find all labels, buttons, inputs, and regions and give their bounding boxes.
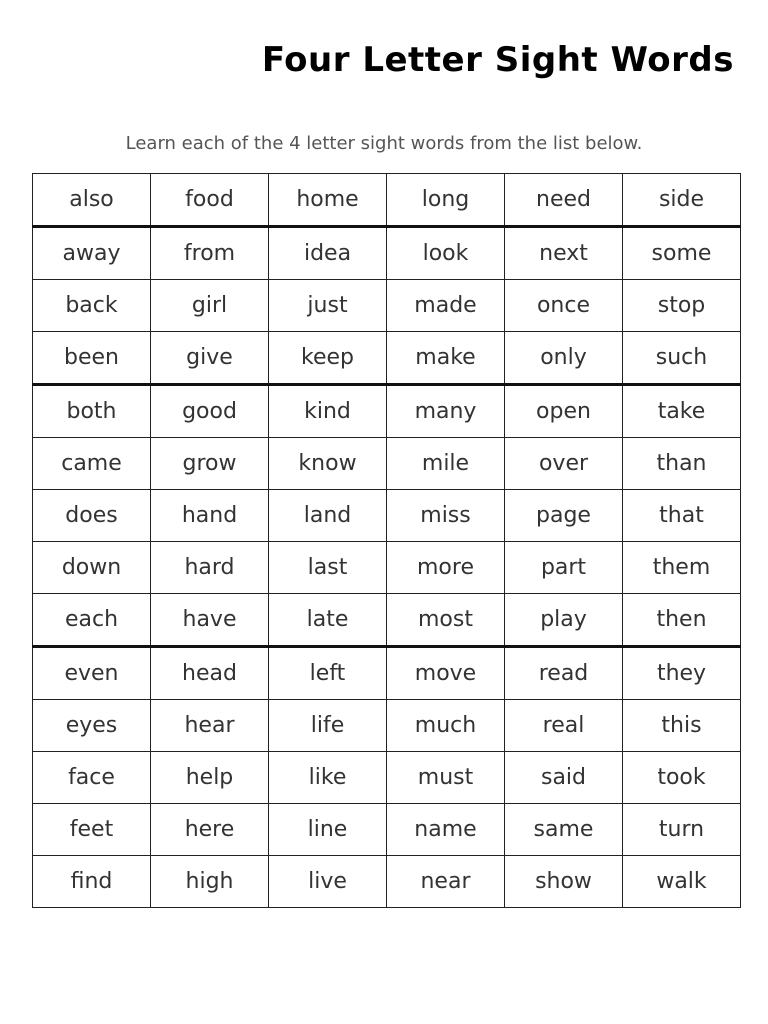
word-cell: than: [623, 438, 741, 490]
word-cell: more: [387, 542, 505, 594]
word-cell: this: [623, 700, 741, 752]
word-cell: name: [387, 804, 505, 856]
word-cell: grow: [151, 438, 269, 490]
word-cell: have: [151, 594, 269, 647]
word-cell: only: [505, 332, 623, 385]
word-cell: play: [505, 594, 623, 647]
word-cell: walk: [623, 856, 741, 908]
word-cell: most: [387, 594, 505, 647]
word-cell: head: [151, 647, 269, 700]
word-cell: look: [387, 227, 505, 280]
word-cell: face: [33, 752, 151, 804]
table-row: [33, 804, 741, 856]
word-cell: home: [269, 174, 387, 227]
word-cell: said: [505, 752, 623, 804]
table-row: [33, 542, 741, 594]
table-row: [33, 700, 741, 752]
word-cell: came: [33, 438, 151, 490]
word-cell: make: [387, 332, 505, 385]
word-cell: down: [33, 542, 151, 594]
word-cell: need: [505, 174, 623, 227]
word-cell: keep: [269, 332, 387, 385]
word-cell: hard: [151, 542, 269, 594]
word-cell: even: [33, 647, 151, 700]
word-cell: then: [623, 594, 741, 647]
word-cell: side: [623, 174, 741, 227]
word-cell: land: [269, 490, 387, 542]
word-cell: also: [33, 174, 151, 227]
word-cell: line: [269, 804, 387, 856]
word-cell: them: [623, 542, 741, 594]
word-cell: last: [269, 542, 387, 594]
word-cell: stop: [623, 280, 741, 332]
word-cell: same: [505, 804, 623, 856]
word-cell: idea: [269, 227, 387, 280]
word-cell: near: [387, 856, 505, 908]
word-cell: hand: [151, 490, 269, 542]
word-cell: each: [33, 594, 151, 647]
word-cell: open: [505, 385, 623, 438]
word-cell: many: [387, 385, 505, 438]
word-cell: mile: [387, 438, 505, 490]
word-cell: eyes: [33, 700, 151, 752]
word-cell: both: [33, 385, 151, 438]
word-cell: give: [151, 332, 269, 385]
word-cell: some: [623, 227, 741, 280]
word-cell: show: [505, 856, 623, 908]
word-cell: miss: [387, 490, 505, 542]
word-cell: read: [505, 647, 623, 700]
word-cell: such: [623, 332, 741, 385]
table-row: [33, 280, 741, 332]
table-row: [33, 385, 741, 438]
word-cell: late: [269, 594, 387, 647]
table-row: [33, 752, 741, 804]
word-cell: help: [151, 752, 269, 804]
table-row: [33, 174, 741, 227]
word-cell: made: [387, 280, 505, 332]
word-cell: kind: [269, 385, 387, 438]
word-cell: feet: [33, 804, 151, 856]
word-cell: hear: [151, 700, 269, 752]
word-cell: must: [387, 752, 505, 804]
word-cell: left: [269, 647, 387, 700]
word-cell: that: [623, 490, 741, 542]
sight-words-table-body: [33, 174, 741, 908]
word-cell: good: [151, 385, 269, 438]
word-cell: turn: [623, 804, 741, 856]
instructions: Learn each of the 4 letter sight words from the list below.: [125, 133, 643, 154]
sight-words-table: [32, 173, 741, 908]
table-row: [33, 227, 741, 280]
word-cell: from: [151, 227, 269, 280]
word-cell: part: [505, 542, 623, 594]
word-cell: like: [269, 752, 387, 804]
word-cell: over: [505, 438, 623, 490]
word-cell: move: [387, 647, 505, 700]
table-row: [33, 490, 741, 542]
word-cell: they: [623, 647, 741, 700]
word-cell: life: [269, 700, 387, 752]
word-cell: does: [33, 490, 151, 542]
word-cell: food: [151, 174, 269, 227]
word-cell: real: [505, 700, 623, 752]
word-cell: find: [33, 856, 151, 908]
table-row: [33, 647, 741, 700]
word-cell: much: [387, 700, 505, 752]
word-cell: take: [623, 385, 741, 438]
word-cell: next: [505, 227, 623, 280]
table-row: [33, 438, 741, 490]
word-cell: been: [33, 332, 151, 385]
word-cell: high: [151, 856, 269, 908]
word-cell: once: [505, 280, 623, 332]
word-cell: took: [623, 752, 741, 804]
word-cell: long: [387, 174, 505, 227]
page-title: Four Letter Sight Words: [261, 40, 734, 80]
word-cell: girl: [151, 280, 269, 332]
word-cell: back: [33, 280, 151, 332]
word-cell: page: [505, 490, 623, 542]
word-cell: just: [269, 280, 387, 332]
word-cell: away: [33, 227, 151, 280]
word-cell: know: [269, 438, 387, 490]
word-cell: here: [151, 804, 269, 856]
table-row: [33, 332, 741, 385]
table-row: [33, 594, 741, 647]
table-row: [33, 856, 741, 908]
word-cell: live: [269, 856, 387, 908]
